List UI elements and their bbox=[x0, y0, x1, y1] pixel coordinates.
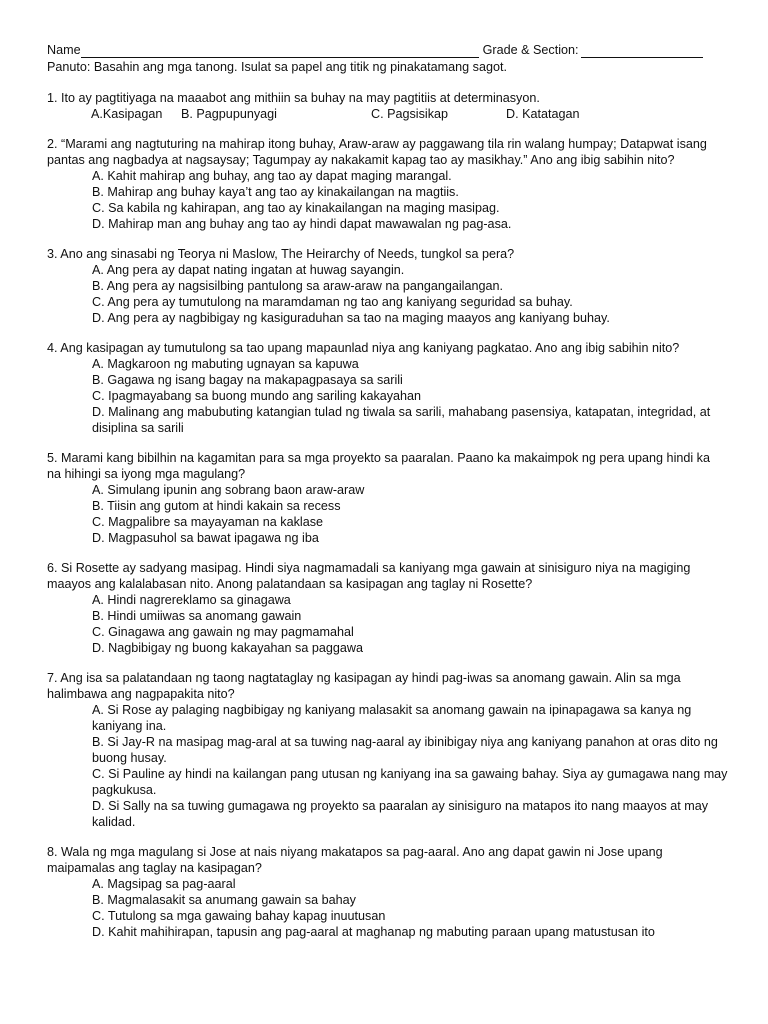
question-text: 7. Ang isa sa palatandaan ng taong nagtataglay ng kasipagan ay hindi pag-iwas sa anomang gawain. Alin sa mga halimbawa ang nagpapakita nito? bbox=[47, 671, 681, 701]
option-d: D. Mahirap man ang buhay ang tao ay hindi dapat mawawalan ng pag-asa. bbox=[92, 217, 512, 231]
option-a: A. Ang pera ay dapat nating ingatan at huwag sayangin. bbox=[92, 263, 405, 277]
option-b: B. Mahirap ang buhay kaya’t ang tao ay kinakailangan na magtiis. bbox=[92, 185, 459, 199]
question-text: 3. Ano ang sinasabi ng Teorya ni Maslow, The Heirarchy of Needs, tungkol sa pera? bbox=[47, 247, 515, 261]
question-4 bbox=[47, 340, 728, 436]
question-text: 4. Ang kasipagan ay tumutulong sa tao upang mapaunlad niya ang kaniyang pagkatao. Ano ang ibig sabihin nito? bbox=[47, 341, 680, 355]
options bbox=[92, 876, 728, 940]
options bbox=[92, 356, 728, 436]
option-c: C. Magpalibre sa mayayaman na kaklase bbox=[92, 515, 323, 529]
option-d: D. Si Sally na sa tuwing gumagawa ng proyekto sa paaralan ay sinisiguro na matapos ito nang maayos at may kalidad. bbox=[92, 799, 709, 829]
option-c: C. Tutulong sa mga gawaing bahay kapag inuutusan bbox=[92, 909, 386, 923]
option-b: B. Hindi umiiwas sa anomang gawain bbox=[92, 609, 302, 623]
options bbox=[92, 592, 728, 656]
option-a: A. Hindi nagrereklamo sa ginagawa bbox=[92, 593, 291, 607]
option-a: A. Simulang ipunin ang sobrang baon araw-araw bbox=[92, 483, 365, 497]
options bbox=[92, 702, 728, 830]
instructions: Panuto: Basahin ang mga tanong. Isulat sa papel ang titik ng pinakatamang sagot. bbox=[47, 60, 507, 74]
option-a: A. Magkaroon ng mabuting ugnayan sa kapuwa bbox=[92, 357, 359, 371]
name-label: Name bbox=[47, 43, 81, 57]
options bbox=[92, 168, 728, 232]
question-2 bbox=[47, 136, 728, 232]
option-d: D. Katatagan bbox=[506, 107, 580, 121]
question-3 bbox=[47, 246, 728, 326]
header-row bbox=[47, 42, 728, 58]
question-5 bbox=[47, 450, 728, 546]
option-a: A. Kahit mahirap ang buhay, ang tao ay dapat maging marangal. bbox=[92, 169, 452, 183]
question-1 bbox=[47, 90, 728, 122]
option-d: D. Nagbibigay ng buong kakayahan sa paggawa bbox=[92, 641, 363, 655]
option-a: A. Magsipag sa pag-aaral bbox=[92, 877, 236, 891]
option-b: B. Pagpupunyagi bbox=[181, 107, 277, 121]
option-b: B. Tiisin ang gutom at hindi kakain sa recess bbox=[92, 499, 341, 513]
option-a: A.Kasipagan bbox=[91, 107, 163, 121]
options bbox=[91, 106, 728, 122]
option-b: B. Magmalasakit sa anumang gawain sa bahay bbox=[92, 893, 356, 907]
option-c: C. Si Pauline ay hindi na kailangan pang utusan ng kaniyang ina sa gawaing bahay. Siya ay gumagawa nang may pagkukusa. bbox=[92, 767, 728, 797]
question-text: 6. Si Rosette ay sadyang masipag. Hindi siya nagmamadali sa kaniyang mga gawain at sinisiguro niya na magiging maayos ang kalalabasan nito. Anong palatandaan sa kasipagan ang taglay ni Rosette? bbox=[47, 561, 691, 591]
grade-section-label: Grade & Section: bbox=[482, 43, 579, 57]
option-c: C. Pagsisikap bbox=[371, 107, 448, 121]
option-d: D. Magpasuhol sa bawat ipagawa ng iba bbox=[92, 531, 319, 545]
option-c: C. Ipagmayabang sa buong mundo ang sariling kakayahan bbox=[92, 389, 422, 403]
options bbox=[92, 262, 728, 326]
question-6 bbox=[47, 560, 728, 656]
option-c: C. Sa kabila ng kahirapan, ang tao ay kinakailangan na maging masipag. bbox=[92, 201, 500, 215]
question-text: 1. Ito ay pagtitiyaga na maaabot ang mithiin sa buhay na may pagtitiis at determinasyon. bbox=[47, 91, 540, 105]
option-d: D. Malinang ang mabubuting katangian tulad ng tiwala sa sarili, mahabang pasensiya, katapatan, integridad, at disiplina sa sarili bbox=[92, 405, 711, 435]
option-b: B. Ang pera ay nagsisilbing pantulong sa araw-araw na pangangailangan. bbox=[92, 279, 503, 293]
question-8 bbox=[47, 844, 728, 940]
name-blank-line[interactable] bbox=[81, 45, 479, 58]
options bbox=[92, 482, 728, 546]
option-d: D. Ang pera ay nagbibigay ng kasiguraduhan sa tao na maging maayos ang kaniyang buhay. bbox=[92, 311, 610, 325]
question-text: 2. “Marami ang nagtuturing na mahirap itong buhay, Araw-araw ay paggawang tila rin walang humpay; Datapwat isang pantas ang nagbadya at nagsaysay; Tagumpay ay nakakamit kapag tao ay masikhay.” Ano ang ibig sabihin nito? bbox=[47, 137, 707, 167]
option-c: C. Ang pera ay tumutulong na maramdaman ng tao ang kaniyang seguridad sa buhay. bbox=[92, 295, 573, 309]
option-d: D. Kahit mahihirapan, tapusin ang pag-aaral at maghanap ng mabuting paraan upang matustusan ito bbox=[92, 925, 655, 939]
question-text: 5. Marami kang bibilhin na kagamitan para sa mga proyekto sa paaralan. Paano ka makaimpok ng pera upang hindi ka na hihingi sa iyong mga magulang? bbox=[47, 451, 710, 481]
question-text: 8. Wala ng mga magulang si Jose at nais niyang makatapos sa pag-aaral. Ano ang dapat gawin ni Jose upang maipamalas ang taglay na kasipagan? bbox=[47, 845, 663, 875]
option-a: A. Si Rose ay palaging nagbibigay ng kaniyang malasakit sa anomang gawain na ipinapagawa sa kanya ng kaniyang ina. bbox=[92, 703, 692, 733]
question-7 bbox=[47, 670, 728, 830]
option-c: C. Ginagawa ang gawain ng may pagmamahal bbox=[92, 625, 354, 639]
grade-section-blank-line[interactable] bbox=[581, 45, 703, 58]
option-b: B. Gagawa ng isang bagay na makapagpasaya sa sarili bbox=[92, 373, 403, 387]
option-b: B. Si Jay-R na masipag mag-aral at sa tuwing nag-aaral ay ibinibigay niya ang kaniyang panahon at oras dito ng buong husay. bbox=[92, 735, 718, 765]
